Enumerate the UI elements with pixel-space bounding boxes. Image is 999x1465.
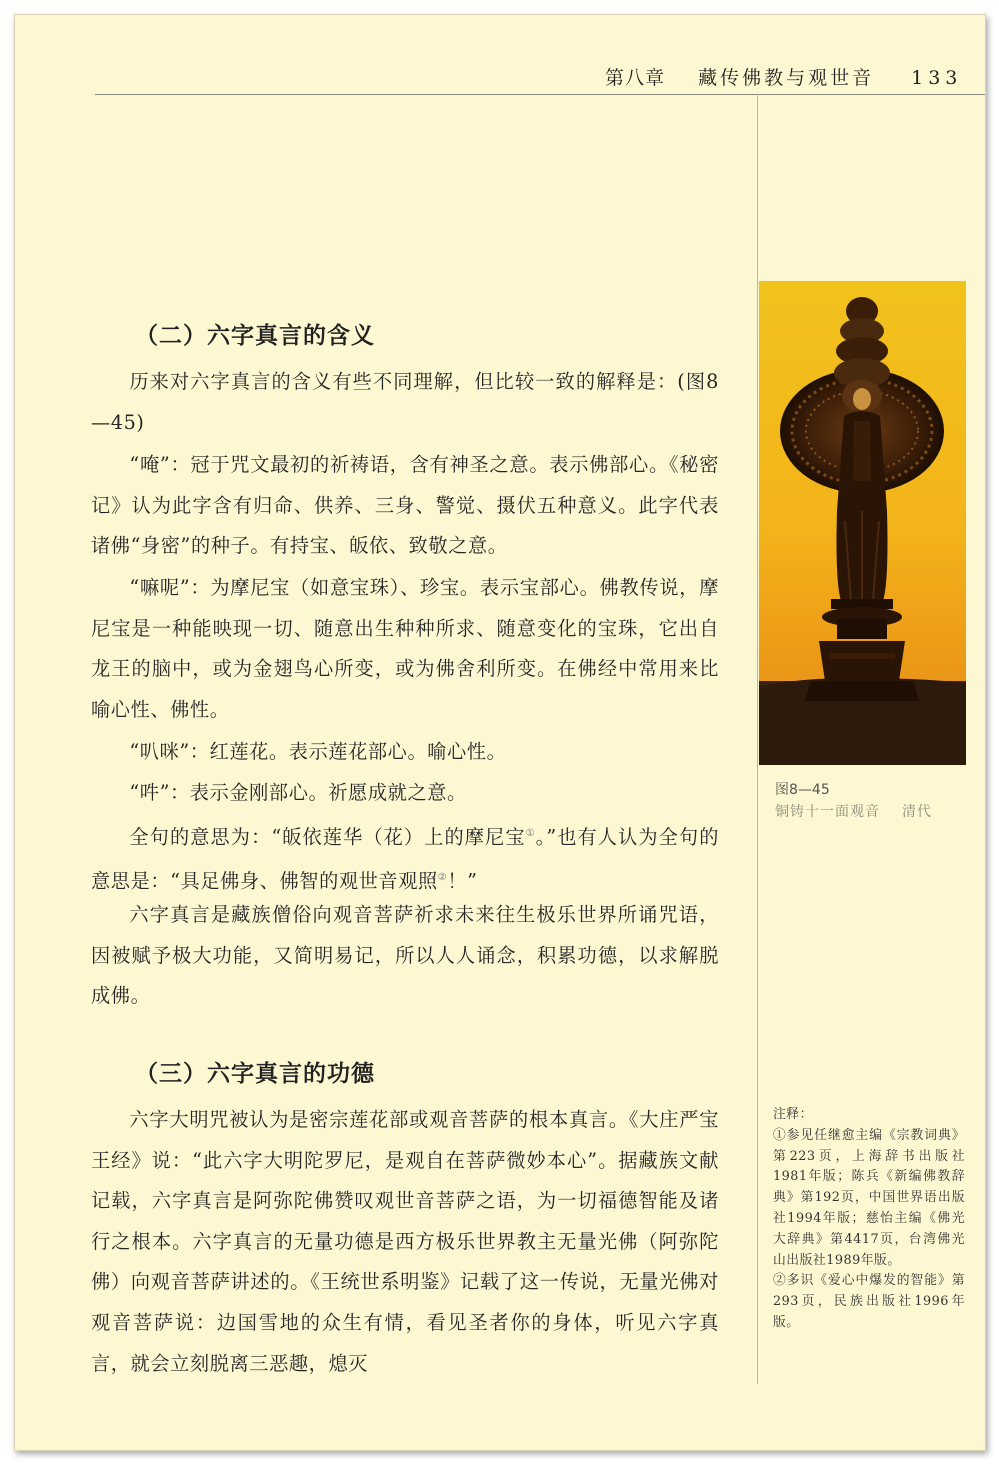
- footnote-2: ②多识《爱心中爆发的智能》第293页，民族出版社1996年版。: [773, 1273, 965, 1330]
- text-run: ！”: [447, 869, 478, 893]
- paragraph: “吽”：表示金刚部心。祈愿成就之意。: [129, 781, 467, 804]
- header-chapter: 第八章: [605, 67, 666, 89]
- margin-rule: [757, 94, 758, 1384]
- figure-title: 铜铸十一面观音: [775, 804, 880, 820]
- text-run: 全句的意思为：“皈依莲华（花）上的摩尼宝: [129, 825, 526, 849]
- section-title-merit: （三）六字真言的功德: [135, 1060, 375, 1087]
- header-rule: [95, 94, 985, 95]
- running-header: [605, 63, 962, 90]
- figure-photo: [759, 281, 966, 765]
- book-page: [14, 14, 986, 1451]
- text-run: 。”也有人认为全句的意思是：“具足佛身、佛智的观世音观照: [91, 825, 719, 893]
- header-title: 藏传佛教与观世音: [698, 67, 875, 89]
- footnote-ref-2: ②: [437, 871, 448, 883]
- notes-heading: 注释：: [773, 1107, 813, 1122]
- figure-caption: [775, 779, 932, 823]
- statue-image: [759, 281, 966, 765]
- figure-number: 图8—45: [775, 782, 830, 798]
- paragraph: “叭咪”：红莲花。表示莲花部心。喻心性。: [129, 740, 507, 763]
- paragraph: 六字真言是藏族僧俗向观音菩萨祈求未来往生极乐世界所诵咒语，因被赋予极大功能，又简明易记，所以人人诵念，积累功德，以求解脱成佛。: [91, 903, 719, 1008]
- figure-title-line: [775, 801, 932, 823]
- paragraph: 历来对六字真言的含义有些不同理解，但比较一致的解释是：(图8—45): [91, 370, 719, 434]
- paragraph: “嘛呢”：为摩尼宝（如意宝珠）、珍宝。表示宝部心。佛教传说，摩尼宝是一种能映现一切、随意出生种种所求、随意变化的宝珠，它出自龙王的脑中，或为金翅鸟心所变，或为佛舍利所变。在佛经中常用来比喻心性、佛性。: [91, 576, 719, 721]
- paragraph: “唵”：冠于咒文最初的祈祷语，含有神圣之意。表示佛部心。《秘密记》认为此字含有归命、供养、三身、警觉、摄伏五种意义。此字代表诸佛“身密”的种子。有持宝、皈依、致敬之意。: [91, 453, 719, 558]
- figure-dynasty: 清代: [902, 804, 932, 820]
- footnotes: [773, 1105, 965, 1334]
- page-number: 133: [911, 67, 963, 89]
- footnote-1: ①参见任继愈主编《宗教词典》第223页，上海辞书出版社1981年版；陈兵《新编佛教辞典》第192页，中国世界语出版社1994年版；慈怡主编《佛光大辞典》第4417页，台湾佛光山出版社1989年版。: [773, 1127, 965, 1268]
- paragraph: 六字大明咒被认为是密宗莲花部或观音菩萨的根本真言。《大庄严宝王经》说：“此六字大明陀罗尼，是观自在菩萨微妙本心”。据藏族文献记载，六字真言是阿弥陀佛赞叹观世音菩萨之语，为一切福德智能及诸行之根本。六字真言的无量功德是西方极乐世界教主无量光佛（阿弥陀佛）向观音菩萨讲述的。《王统世系明鉴》记载了这一传说，无量光佛对观音菩萨说：边国雪地的众生有情，看见圣者你的身体，听见六字真言，就会立刻脱离三恶趣，熄灭: [91, 1108, 719, 1375]
- paragraph-full-meaning: [91, 814, 719, 902]
- section-title-meaning: （二）六字真言的含义: [135, 322, 375, 349]
- footnote-ref-1: ①: [525, 828, 536, 839]
